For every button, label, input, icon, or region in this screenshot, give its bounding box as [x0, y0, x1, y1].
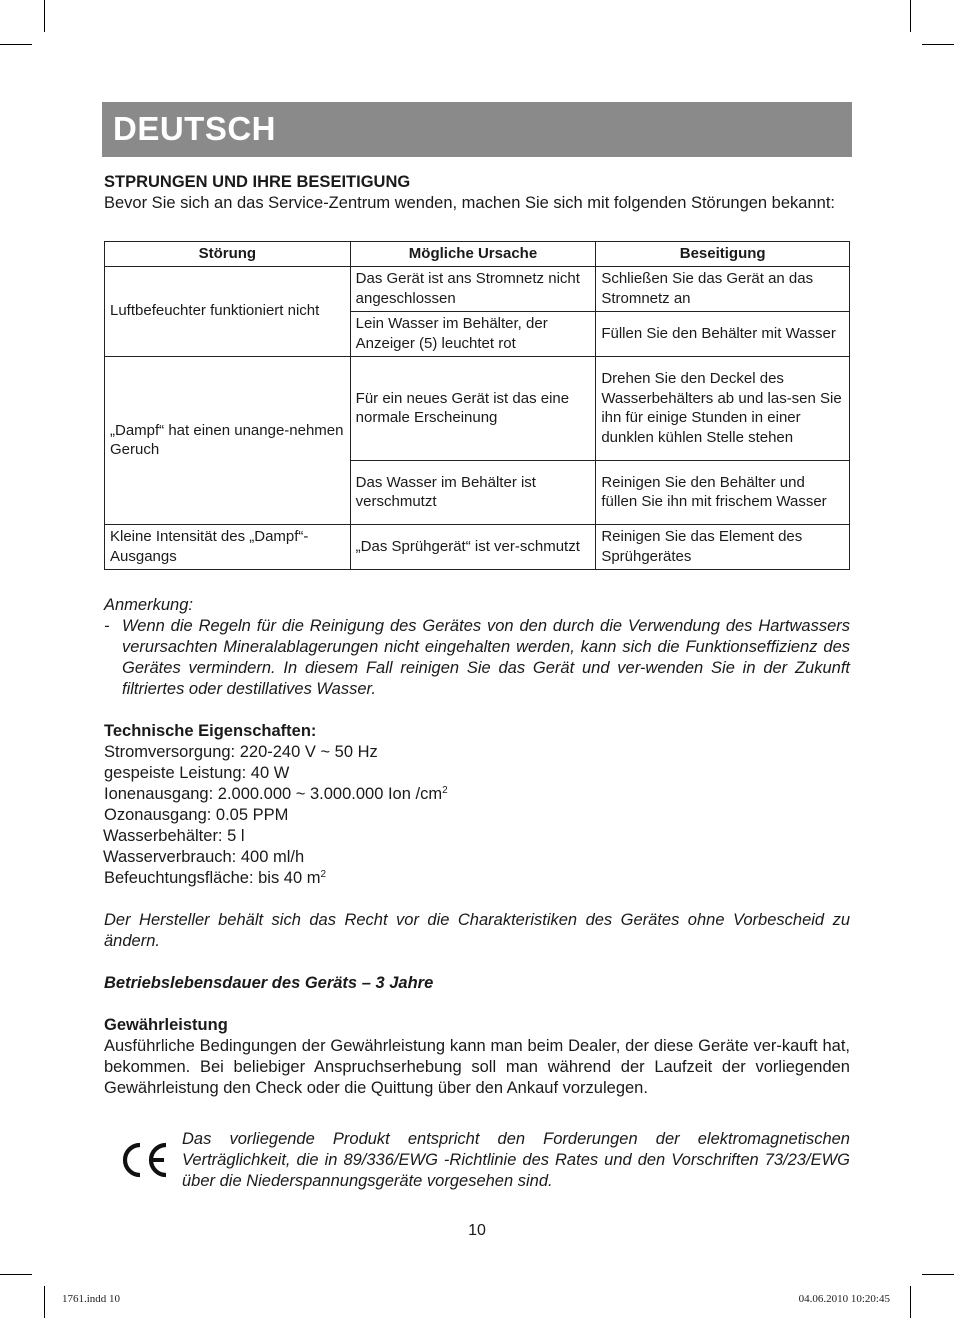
- page-number: 10: [468, 1222, 486, 1239]
- column-header-problem: Störung: [105, 242, 351, 267]
- column-header-fix: Beseitigung: [596, 242, 850, 267]
- spec-item: Ionenausgang: 2.000.000 ~ 3.000.000 Ion $/cm^2$: [104, 784, 448, 803]
- column-header-cause: Mögliche Ursache: [350, 242, 596, 267]
- table-row: [105, 266, 850, 311]
- crop-mark: [910, 0, 911, 32]
- cause-cell: „Das Sprühgerät“ ist ver-schmutzt: [350, 524, 596, 569]
- crop-mark: [922, 44, 954, 45]
- superscript: 2: [320, 868, 327, 880]
- main-content: [104, 172, 850, 1099]
- troubleshooting-heading: STPRUNGEN UND IHRE BESEITIGUNG: [104, 173, 411, 191]
- table-header-row: [105, 242, 850, 267]
- spec-item: Stromversorgung: 220-240 V ~ 50 Hz: [104, 742, 378, 761]
- lifetime-notice: Betriebslebensdauer des Geräts – 3 Jahre: [104, 973, 434, 992]
- fix-cell: Füllen Sie den Behälter mit Wasser: [596, 311, 850, 356]
- cause-cell: Für ein neues Gerät ist das eine normale Erscheinung: [350, 356, 596, 460]
- fix-cell: Schließen Sie das Gerät an das Stromnetz an: [596, 266, 850, 311]
- crop-mark: [922, 1274, 954, 1275]
- fix-cell: Reinigen Sie den Behälter und füllen Sie ihn mit frischem Wasser: [596, 460, 850, 524]
- specs-list: [104, 742, 850, 889]
- troubleshooting-intro: Bevor Sie sich an das Service-Zentrum wenden, machen Sie sich mit folgenden Störungen bekannt:: [104, 194, 835, 212]
- ce-text: Das vorliegende Produkt entspricht den Forderungen der elektromagnetischen Verträglichkeit, die in 89/336/EWG -Richtlinie des Rates und den Vorschriften 73/23/EWG über die Niederspannungsgeräte vorgesehen sind.: [182, 1130, 850, 1190]
- table-row: [105, 356, 850, 460]
- warranty-text: Ausführliche Bedingungen der Gewährleistung kann man beim Dealer, der diese Geräte ver-kauft hat, bekommen. Bei beliebiger Anspruchserhebung soll man während der Laufzeit der vorliegenden Gewährleistung den Check oder die Quittung über den Ankauf vorzulegen.: [104, 1036, 850, 1097]
- spec-item: Wasserbehälter: 5 l: [103, 826, 245, 845]
- language-banner: [102, 102, 852, 157]
- reserve-notice: Der Hersteller behält sich das Recht vor die Charakteristiken des Gerätes ohne Vorbescheid zu ändern.: [104, 910, 850, 950]
- problem-cell: Kleine Intensität des „Dampf“-Ausgangs: [105, 524, 351, 569]
- crop-mark: [44, 1286, 45, 1318]
- crop-mark: [910, 1286, 911, 1318]
- cause-cell: Lein Wasser im Behälter, der Anzeiger (5) leuchtet rot: [350, 311, 596, 356]
- cause-cell: Das Wasser im Behälter ist verschmutzt: [350, 460, 596, 524]
- troubleshooting-table: [104, 241, 850, 570]
- problem-cell: Luftbefeuchter funktioniert nicht: [105, 266, 351, 356]
- spec-item: Wasserverbrauch: 400 ml/h: [103, 847, 305, 866]
- note-text: Wenn die Regeln für die Reinigung des Gerätes von den durch die Verwendung des Hartwassers verursachten Mineralablagerungen nicht eingehalten werden, kann sich die Funktionseffizienz des Gerätes vermindern. In diesem Fall reinigen Sie das Gerät und ver-wenden Sie in der Zukunft filtriertes oder destillatives Wasser.: [122, 616, 850, 698]
- crop-mark: [0, 1274, 32, 1275]
- spec-item: Befeuchtungsfläche: bis 40 $m^2$: [104, 868, 327, 887]
- ce-mark-icon: [118, 1141, 170, 1179]
- date-slug: 04.06.2010 10:20:45: [798, 1293, 890, 1305]
- note-item: [104, 616, 850, 700]
- file-slug: 1761.indd 10: [62, 1293, 121, 1305]
- note-label: Anmerkung:: [104, 595, 193, 614]
- ce-compliance: [104, 1129, 850, 1192]
- problem-cell: „Dampf“ hat einen unange-nehmen Geruch: [105, 356, 351, 524]
- fix-cell: Reinigen Sie das Element des Sprühgerätes: [596, 524, 850, 569]
- cause-cell: Das Gerät ist ans Stromnetz nicht angeschlossen: [350, 266, 596, 311]
- spec-item: gespeiste Leistung: 40 W: [104, 763, 290, 782]
- spec-item: Ozonausgang: 0.05 PPM: [104, 805, 289, 824]
- superscript: 2: [442, 784, 448, 796]
- warranty-title: Gewährleistung: [104, 1015, 228, 1034]
- crop-mark: [0, 44, 32, 45]
- specs-title: Technische Eigenschaften:: [104, 721, 317, 740]
- fix-cell: Drehen Sie den Deckel des Wasserbehälters ab und las-sen Sie ihn für einige Stunden in einer dunklen kühlen Stelle stehen: [596, 356, 850, 460]
- note-dash: -: [104, 616, 110, 635]
- table-row: [105, 524, 850, 569]
- page-title: DEUTSCH: [113, 110, 277, 147]
- crop-mark: [44, 0, 45, 32]
